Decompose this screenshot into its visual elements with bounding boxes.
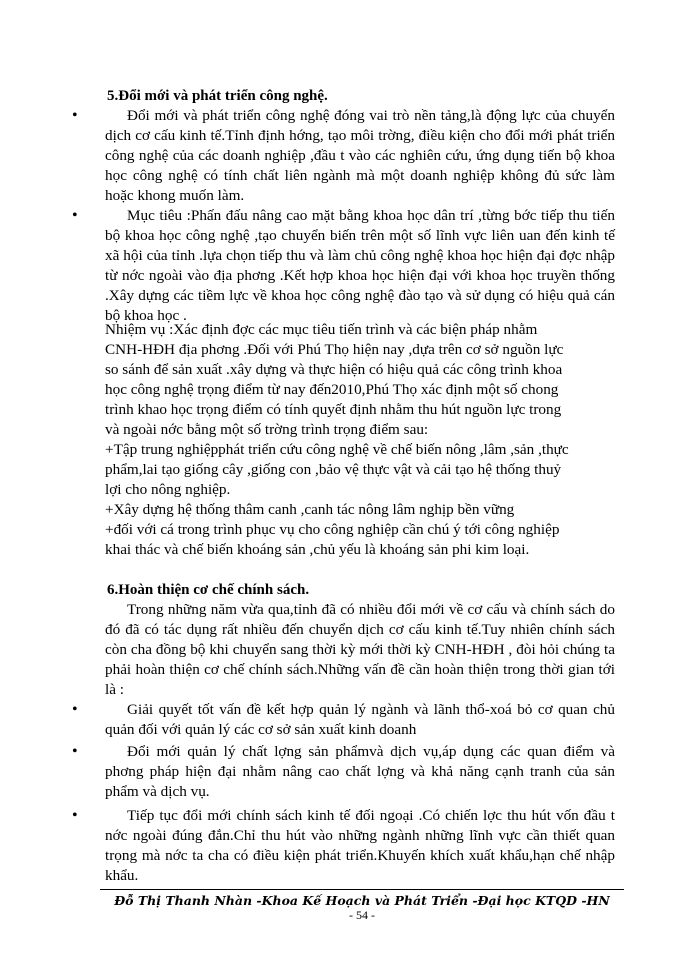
page-number: - 54 - bbox=[349, 908, 375, 922]
mission-line: +Xây dựng hệ thống thâm canh ,canh tác nông lâm nghịp bền vững bbox=[105, 501, 515, 518]
mission-line: +Tập trung nghiệpphát triển cứu công nghệ về chế biến nông ,lâm ,sản ,thực bbox=[105, 441, 569, 458]
section-6-paragraph-management bbox=[105, 700, 615, 740]
bullet-icon: • bbox=[72, 807, 78, 824]
section-5-paragraph-innovation bbox=[105, 106, 615, 206]
mission-line: so sánh để sản xuất .xây dựng và thực hiện có hiệu quả các công trình khoa bbox=[105, 361, 563, 378]
footer-divider bbox=[100, 889, 624, 890]
paragraph-text: Trong những năm vừa qua,tỉnh đã có nhiều đổi mới về cơ cấu và chính sách do đó đã có tác dụng rất nhiều đến chuyển dịch cơ cấu kinh tế.Tuy nhiên chính sách còn cha đồng bộ khi chuyển sang thời kỳ mới thời kỳ CNH-HĐH , đòi hỏi chúng ta phải hoàn thiện cơ chế chính sách.Những vấn đề cần hoàn thiện trong thời gian tới là : bbox=[105, 601, 615, 698]
mission-line: học công nghệ trọng điểm từ nay đến2010,Phú Thọ xác định một số chong bbox=[105, 381, 559, 398]
section-6-paragraph-quality bbox=[105, 742, 615, 802]
section-5-paragraph-objectives bbox=[105, 206, 615, 326]
mission-line: trình khao học trọng điểm có tính quyết định nhằm thu hút nguồn lực trong bbox=[105, 401, 562, 418]
mission-line: Nhiệm vụ :Xác định đợc các mục tiêu tiến trình và các biện pháp nhằm bbox=[105, 321, 538, 338]
mission-line: phẩm,lai tạo giống cây ,giống con ,bảo vệ thực vật và cải tạo hệ thống thuỷ bbox=[105, 461, 562, 478]
mission-line: lợi cho nông nghiệp. bbox=[105, 481, 231, 498]
paragraph-text: Đổi mới và phát triển công nghệ đóng vai trò nền tảng,là động lực của chuyển dịch cơ cấu kinh tế.Tỉnh định hớng, tạo môi trờng, điều kiện cho đổi mới phát triển công nghệ của các doanh nghiệp ,đầu t vào các nghiên cứu, ứng dụng tiến bộ khoa học công nghệ có tính chất liên ngành mà một doanh nghiệp không đủ sức làm hoặc khong muốn làm. bbox=[105, 107, 615, 204]
section-6-heading: 6.Hoàn thiện cơ chế chính sách. bbox=[107, 582, 310, 598]
section-5-mission-list bbox=[105, 320, 625, 560]
paragraph-text: Đổi mới quản lý chất lợng sản phẩmvà dịch vụ,áp dụng các quan điểm và phơng pháp hiện đại nhằm nâng cao chất lợng và khả năng cạnh tranh của sản phẩm và dịch vụ. bbox=[105, 743, 615, 800]
bullet-icon: • bbox=[72, 743, 78, 760]
section-6-paragraph-foreign-policy bbox=[105, 806, 615, 886]
mission-line: và ngoài nớc bằng một số trờng trình trọng điểm sau: bbox=[105, 421, 429, 438]
section-5-heading: 5.Đổi mới và phát triển công nghệ. bbox=[107, 88, 328, 104]
paragraph-text: Mục tiêu :Phấn đấu nâng cao mặt bằng khoa học dân trí ,từng bớc tiếp thu tiến bộ khoa học công nghệ ,tạo chuyển biến trên một số lĩnh vực liên uan đến kinh tế xã hội của tỉnh .lựa chọn tiếp thu và làm chủ công nghệ khoa học hiện đại đợc nhập từ nớc ngoài vào địa phơng .Kết hợp khoa học hiện đại với khoa học truyền thống .Xây dựng các tiềm lực về khoa học công nghệ đào tạo và sử dụng có hiệu quả cán bộ khoa học . bbox=[105, 207, 615, 324]
bullet-icon: • bbox=[72, 107, 78, 124]
paragraph-text: Tiếp tục đổi mới chính sách kinh tế đối ngoại .Có chiến lợc thu hút vốn đầu t nớc ngoài đúng đắn.Chỉ thu hút vào những ngành những lĩnh vực cần thiết quan trọng mà nớc ta cha có điều kiện phát triển.Khuyến khích xuất khẩu,hạn chế nhập khẩu. bbox=[105, 807, 615, 884]
paragraph-text: Giải quyết tốt vấn đề kết hợp quản lý ngành và lãnh thổ-xoá bỏ cơ quan chủ quản đối với quản lý các cơ sở sản xuất kinh doanh bbox=[105, 701, 615, 738]
footer-author-line: Đỗ Thị Thanh Nhàn -Khoa Kế Hoạch và Phát Triển -Đại học KTQD -HN bbox=[114, 893, 610, 908]
mission-line: CNH-HĐH địa phơng .Đối với Phú Thọ hiện nay ,dựa trên cơ sở nguồn lực bbox=[105, 341, 564, 358]
section-6-intro-paragraph bbox=[105, 600, 615, 700]
mission-line: khai thác và chế biến khoáng sản ,chủ yếu là khoáng sản phi kim loại. bbox=[105, 541, 530, 558]
mission-line: +đối với cá trong trình phục vụ cho công nghiệp cần chú ý tới công nghiệp bbox=[105, 521, 560, 538]
bullet-icon: • bbox=[72, 207, 78, 224]
bullet-icon: • bbox=[72, 701, 78, 718]
